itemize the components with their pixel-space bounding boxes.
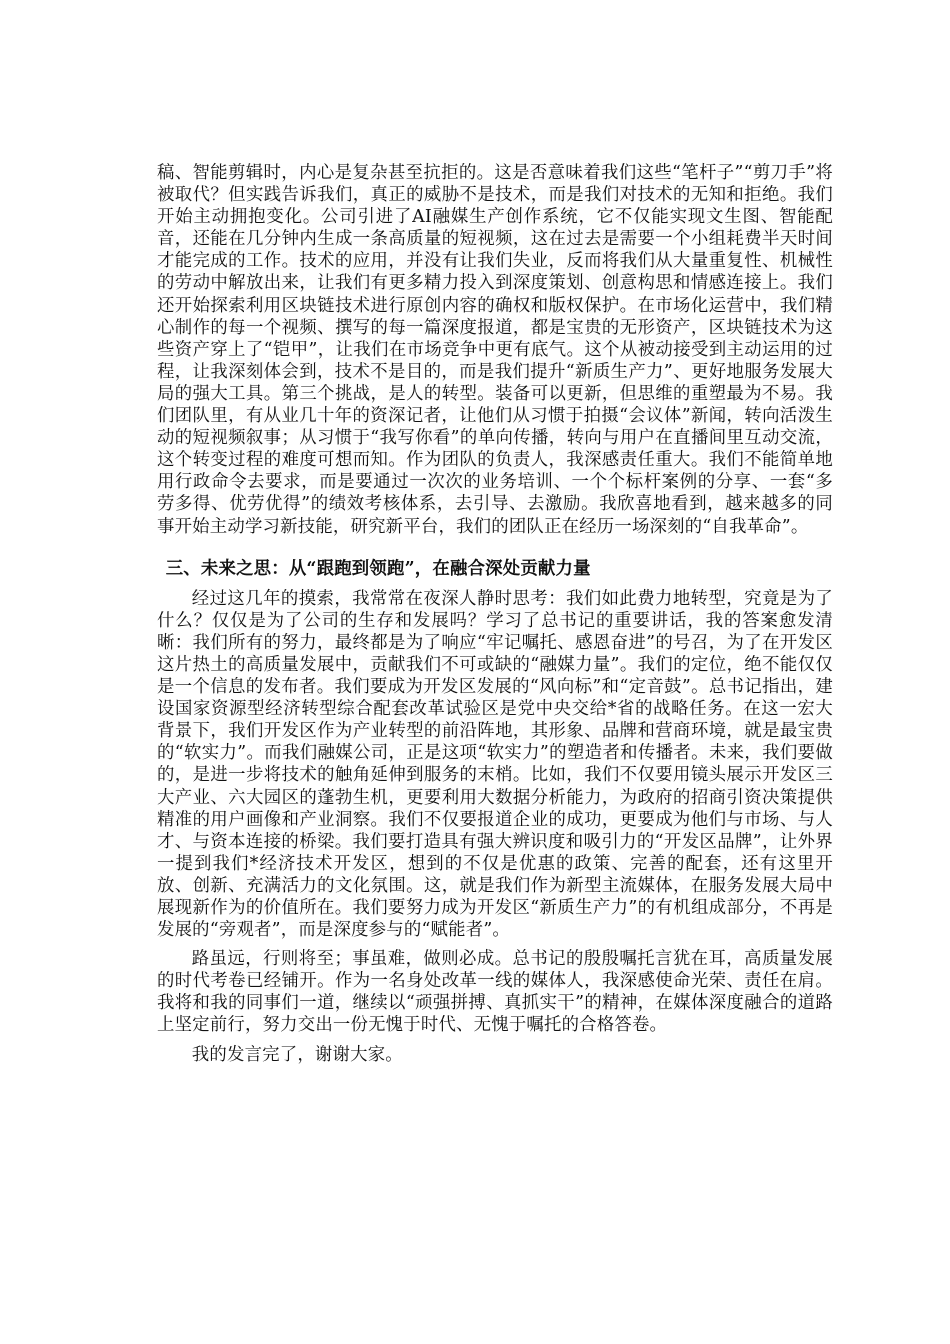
closing-paragraph: 我的发言完了，谢谢大家。 — [191, 1044, 403, 1065]
body-paragraph-2: 经过这几年的摸索，我常常在夜深人静时思考：我们如此费力地转型，究竟是为了什么？仅仅是为了公司的生存和发展吗？学习了总书记的重要讲话，我的答案愈发清晰：我们所有的努力，最终都是为了响应“牢记嘱托、感恩奋进”的号召，为了在开发区这片热土的高质量发展中，贡献我们不可或缺的“融媒力量”。我们的定位，绝不能仅仅是一个信息的发布者。我们要成为开发区发展的“风向标”和“定音鼓”。总书记指出，建设国家资源型经济转型综合配套改革试验区是党中央交给*省的战略任务。在这一宏大背景下，我们开发区作为产业转型的前沿阵地，其形象、品牌和营商环境，就是最宝贵的“软实力”。而我们融媒公司，正是这项“软实力”的塑造者和传播者。未来，我们要做的，是进一步将技术的触角延伸到服务的末梢。比如，我们不仅要用镜头展示开发区三大产业、六大园区的蓬勃生机，更要利用大数据分析能力，为政府的招商引资决策提供精准的用户画像和产业洞察。我们不仅要报道企业的成功，更要成为他们与市场、与人才、与资本连接的桥梁。我们要打造具有强大辨识度和吸引力的“开发区品牌”，让外界一提到我们*经济技术开发区，想到的不仅是优惠的政策、完善的配套，还有这里开放、创新、充满活力的文化氛围。这，就是我们作为新型主流媒体，在服务发展大局中展现新作为的价值所在。我们要努力成为开发区“新质生产力”的有机组成部分，不再是发展的“旁观者”，而是深度参与的“赋能者”。 — [157, 588, 833, 941]
body-paragraph-1: 稿、智能剪辑时，内心是复杂甚至抗拒的。这是否意味着我们这些“笔杆子”“剪刀手”将被取代？但实践告诉我们，真正的威胁不是技术，而是我们对技术的无知和拒绝。我们开始主动拥抱变化。公司引进了AI融媒生产创作系统，它不仅能实现文生图、智能配音，还能在几分钟内生成一条高质量的短视频，这在过去是需要一个小组耗费半天时间才能完成的工作。技术的应用，并没有让我们失业，反而将我们从大量重复性、机械性的劳动中解放出来，让我们有更多精力投入到深度策划、创意构思和情感连接上。我们还开始探索利用区块链技术进行原创内容的确权和版权保护。在市场化运营中，我们精心制作的每一个视频、撰写的每一篇深度报道，都是宝贵的无形资产，区块链技术为这些资产穿上了“铠甲”，让我们在市场竞争中更有底气。这个从被动接受到主动运用的过程，让我深刻体会到，技术不是目的，而是我们提升“新质生产力”、更好地服务发展大局的强大工具。第三个挑战，是人的转型。装备可以更新，但思维的重塑最为不易。我们团队里，有从业几十年的资深记者，让他们从习惯于拍摄“会议体”新闻，转向活泼生动的短视频叙事；从习惯于“我写你看”的单向传播，转向与用户在直播间里互动交流，这个转变过程的难度可想而知。作为团队的负责人，我深感责任重大。我们不能简单地用行政命令去要求，而是要通过一次次的业务培训、一个个标杆案例的分享、一套“多劳多得、优劳优得”的绩效考核体系，去引导、去激励。我欣喜地看到，越来越多的同事开始主动学习新技能，研究新平台，我们的团队正在经历一场深刻的“自我革命”。 — [157, 163, 833, 537]
spacer — [157, 1037, 833, 1044]
spacer — [157, 538, 833, 548]
document-page — [157, 162, 833, 1066]
spacer — [157, 941, 833, 948]
body-paragraph-3: 路虽远，行则将至；事虽难，做则必成。总书记的殷殷嘱托言犹在耳，高质量发展的时代考卷已经铺开。作为一名身处改革一线的媒体人，我深感使命光荣、责任在肩。我将和我的同事们一道，继续以“顽强拼搏、真抓实干”的精神，在媒体深度融合的道路上坚定前行，努力交出一份无愧于时代、无愧于嘱托的合格答卷。 — [157, 949, 833, 1036]
section-heading-3: 三、未来之思：从“跟跑到领跑”，在融合深处贡献力量 — [165, 558, 591, 579]
